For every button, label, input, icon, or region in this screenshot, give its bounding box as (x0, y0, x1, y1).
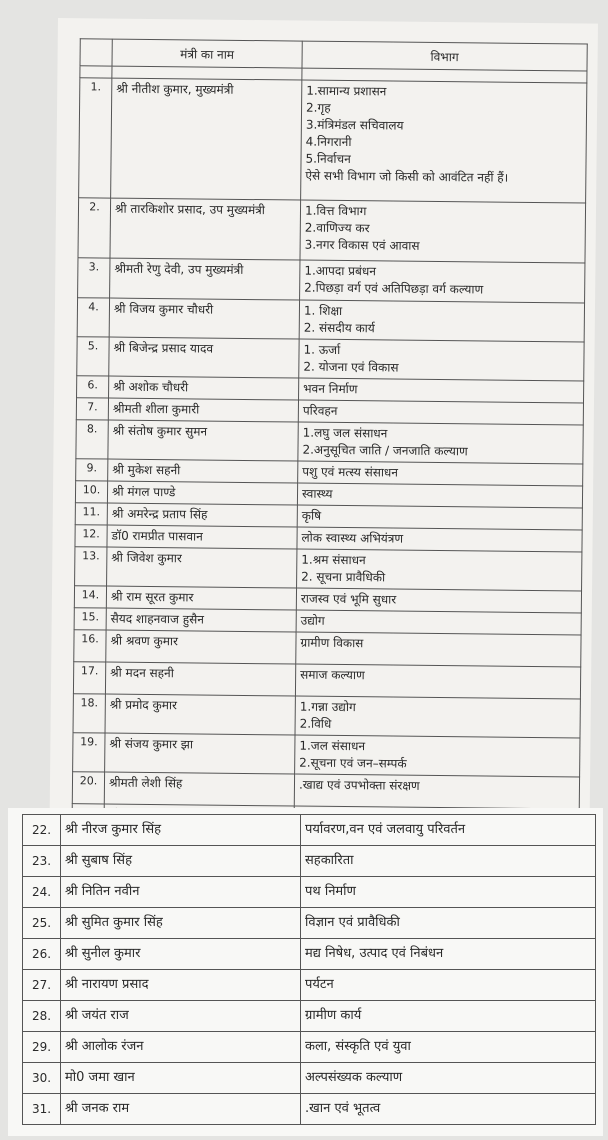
serial-number: 2. (78, 198, 111, 258)
table-row (23, 970, 596, 1001)
table-row (74, 630, 581, 667)
department-list (298, 422, 583, 464)
serial-number: 22. (23, 815, 61, 846)
department-list (301, 970, 596, 1001)
minister-name: श्री संजय कुमार झा (105, 733, 295, 774)
serial-number: 30. (23, 1063, 61, 1094)
table-row (23, 846, 596, 877)
ministers-table-upper (71, 38, 587, 841)
department-item: स्वास्थ्य (301, 486, 333, 501)
minister-name: श्री तारकिशोर प्रसाद, उप मुख्यमंत्री (110, 198, 301, 260)
minister-name: श्री राम सूरत कुमार (106, 586, 296, 610)
department-item: पशु एवं मत्स्य संसाधन (302, 464, 399, 480)
department-list (301, 1032, 596, 1063)
department-item: 2.विधि (299, 716, 332, 731)
minister-name: श्रीमती रेणु देवी, उप मुख्यमंत्री (110, 258, 300, 300)
serial-number: 16. (74, 630, 106, 662)
serial-number: 31. (23, 1094, 61, 1125)
serial-number: 9. (76, 459, 108, 481)
table-row (73, 733, 580, 777)
minister-name: श्री बिजेन्द्र प्रसाद यादव (109, 337, 299, 378)
table-row (23, 815, 596, 846)
department-item: परिवहन (302, 403, 338, 418)
table-row (73, 694, 580, 738)
minister-name: डॉ0 रामप्रीत पासवान (107, 525, 297, 549)
department-item: ग्रामीण विकास (300, 635, 364, 651)
minister-name: श्री सुबाष सिंह (61, 846, 301, 877)
serial-number: 7. (76, 398, 108, 420)
department-item: 1.गन्ना उद्योग (299, 699, 356, 715)
department-item: ऐसे सभी विभाग जो किसी को आवंटित नहीं हैं। (305, 168, 509, 185)
department-list (301, 1001, 596, 1032)
ministers-list-lower (23, 815, 596, 1125)
department-item: राजस्व एवं भूमि सुधार (300, 591, 397, 607)
department-item: 2. योजना एवं विकास (303, 359, 399, 375)
department-list (301, 939, 596, 970)
department-item: 2. सूचना प्रावैधिकी (301, 569, 386, 585)
department-list (301, 1094, 596, 1125)
minister-name: श्री जयंत राज (61, 1001, 301, 1032)
minister-name: श्री नितिन नवीन (61, 877, 301, 908)
department-item: 1.आपदा प्रबंधन (304, 263, 376, 279)
minister-name: श्री नीरज कुमार सिंह (61, 815, 301, 846)
department-item: भवन निर्माण (303, 381, 358, 397)
department-list (301, 1063, 596, 1094)
serial-number: 28. (23, 1001, 61, 1032)
department-item: कला, संस्कृति एवं युवा (305, 1039, 411, 1054)
minister-name: श्री विजय कुमार चौधरी (109, 298, 299, 339)
department-item: 5.निर्वाचन (305, 151, 351, 167)
department-list (295, 735, 580, 777)
department-list (296, 588, 581, 613)
department-item: 2.सूचना एवं जन–सम्पर्क (299, 755, 407, 771)
table-row (23, 1001, 596, 1032)
department-item: लोक स्वास्थ्य अभियंत्रण (301, 530, 404, 546)
serial-number: 23. (23, 846, 61, 877)
department-item: 3.नगर विकास एवं आवास (304, 237, 420, 253)
minister-name: श्री अमरेन्द्र प्रताप सिंह (107, 503, 297, 527)
department-item: 2. संसदीय कार्य (303, 320, 375, 336)
department-item: पर्यटन (305, 977, 334, 992)
minister-name: श्री मुकेश सहनी (108, 459, 298, 483)
department-list (295, 696, 580, 738)
table-row (23, 939, 596, 970)
department-list (297, 527, 582, 552)
minister-name: श्रीमती लेशी सिंह (104, 772, 294, 806)
serial-number: 20. (72, 772, 104, 804)
department-list (301, 846, 596, 877)
serial-number: 17. (73, 662, 105, 694)
minister-name: मो0 जमा खान (61, 1063, 301, 1094)
department-item: 3.मंत्रिमंडल सचिवालय (305, 117, 404, 133)
department-item: 1.जल संसाधन (299, 738, 366, 754)
serial-number: 29. (23, 1032, 61, 1063)
department-item: मद्य निषेध, उत्पाद एवं निबंधन (305, 946, 444, 961)
serial-number: 8. (76, 420, 108, 459)
table-row (79, 78, 587, 203)
department-item: कृषि (301, 508, 322, 523)
name-column-header: मंत्री का नाम (112, 39, 302, 68)
department-list (296, 610, 581, 635)
serial-number: 3. (78, 258, 110, 298)
serial-header (80, 39, 112, 66)
department-item: .खान एवं भूतत्व (305, 1101, 381, 1116)
minister-name: श्री सुनील कुमार (61, 939, 301, 970)
department-item: 2.अनुसूचित जाति / जनजाति कल्याण (302, 442, 468, 459)
serial-number: 27. (23, 970, 61, 1001)
department-item: समाज कल्याण (300, 667, 365, 683)
table-row (23, 1094, 596, 1125)
serial-number: 1. (79, 78, 112, 198)
department-item: ग्रामीण कार्य (305, 1008, 362, 1023)
upper-sheet (50, 18, 598, 824)
department-list (297, 483, 582, 508)
department-item: 4.निगरानी (305, 134, 352, 150)
ministers-list-upper (72, 78, 587, 841)
department-item: 2.पिछड़ा वर्ग एवं अतिपिछड़ा वर्ग कल्याण (304, 280, 484, 297)
dept-column-header: विभाग (302, 41, 587, 71)
department-list (301, 877, 596, 908)
minister-name: श्री सुमित कुमार सिंह (61, 908, 301, 939)
department-item: 1.लघु जल संसाधन (302, 425, 388, 441)
serial-number: 10. (75, 481, 107, 503)
department-list (296, 632, 581, 667)
department-item: 1.श्रम संसाधन (301, 552, 366, 568)
department-list (294, 774, 579, 809)
table-row (72, 772, 579, 809)
department-item: 1. शिक्षा (303, 303, 343, 318)
minister-name: श्री श्रवण कुमार (106, 630, 296, 664)
table-row (77, 337, 584, 381)
serial-number: 6. (77, 376, 109, 398)
table-row (23, 877, 596, 908)
minister-name: श्रीमती शीला कुमारी (108, 398, 298, 422)
serial-number: 12. (75, 525, 107, 547)
department-list (301, 815, 596, 846)
table-row (75, 547, 582, 591)
minister-name: श्री नारायण प्रसाद (61, 970, 301, 1001)
department-item: 1.सामान्य प्रशासन (306, 83, 387, 99)
department-list (297, 549, 582, 591)
serial-number: 14. (74, 586, 106, 608)
department-item: 1.वित्त विभाग (304, 203, 367, 219)
serial-number: 18. (73, 694, 105, 733)
minister-name: श्री अशोक चौधरी (109, 376, 299, 400)
table-row (78, 258, 585, 303)
department-list (300, 260, 585, 303)
department-item: 1. ऊर्जा (303, 342, 341, 357)
serial-number: 26. (23, 939, 61, 970)
department-list (301, 908, 596, 939)
department-list (298, 400, 583, 425)
department-list (301, 80, 587, 203)
department-item: 2.गृह (306, 100, 331, 115)
ministers-table-lower (22, 814, 596, 1125)
table-row (78, 198, 586, 263)
serial-number: 5. (77, 337, 109, 376)
department-list (299, 300, 584, 342)
department-item: पर्यावरण,वन एवं जलवायु परिवर्तन (305, 822, 466, 837)
serial-number: 4. (77, 298, 109, 337)
minister-name: सैयद शाहनवाज हुसैन (106, 608, 296, 632)
department-item: .खाद्य एवं उपभोक्ता संरक्षण (298, 777, 420, 793)
minister-name: श्री संतोष कुमार सुमन (108, 420, 298, 461)
table-row (23, 908, 596, 939)
department-list (299, 339, 584, 381)
department-list (297, 505, 582, 530)
serial-number: 24. (23, 877, 61, 908)
minister-name: श्री नीतीश कुमार, मुख्यमंत्री (111, 78, 302, 200)
serial-number: 25. (23, 908, 61, 939)
table-row (77, 298, 584, 342)
department-list (298, 461, 583, 486)
minister-name: श्री मदन सहनी (105, 662, 295, 696)
department-item: अल्पसंख्यक कल्याण (305, 1070, 403, 1085)
table-row (23, 1032, 596, 1063)
department-item: 2.वाणिज्य कर (304, 220, 370, 236)
minister-name: श्री आलोक रंजन (61, 1032, 301, 1063)
table-row (76, 420, 583, 464)
minister-name: श्री जनक राम (61, 1094, 301, 1125)
serial-number: 13. (75, 547, 107, 586)
department-list (295, 664, 580, 699)
table-row (23, 1063, 596, 1094)
department-list (300, 200, 586, 263)
serial-number: 15. (74, 608, 106, 630)
department-list (299, 378, 584, 403)
minister-name: श्री जिवेश कुमार (107, 547, 297, 588)
department-item: उद्योग (300, 613, 325, 628)
lower-sheet (8, 808, 603, 1136)
minister-name: श्री मंगल पाण्डे (107, 481, 297, 505)
serial-number: 19. (73, 733, 105, 772)
department-item: पथ निर्माण (305, 884, 356, 899)
department-item: सहकारिता (305, 853, 354, 868)
minister-name: श्री प्रमोद कुमार (105, 694, 295, 735)
department-item: विज्ञान एवं प्रावैधिकी (305, 915, 400, 930)
table-row (73, 662, 580, 699)
serial-number: 11. (75, 503, 107, 525)
